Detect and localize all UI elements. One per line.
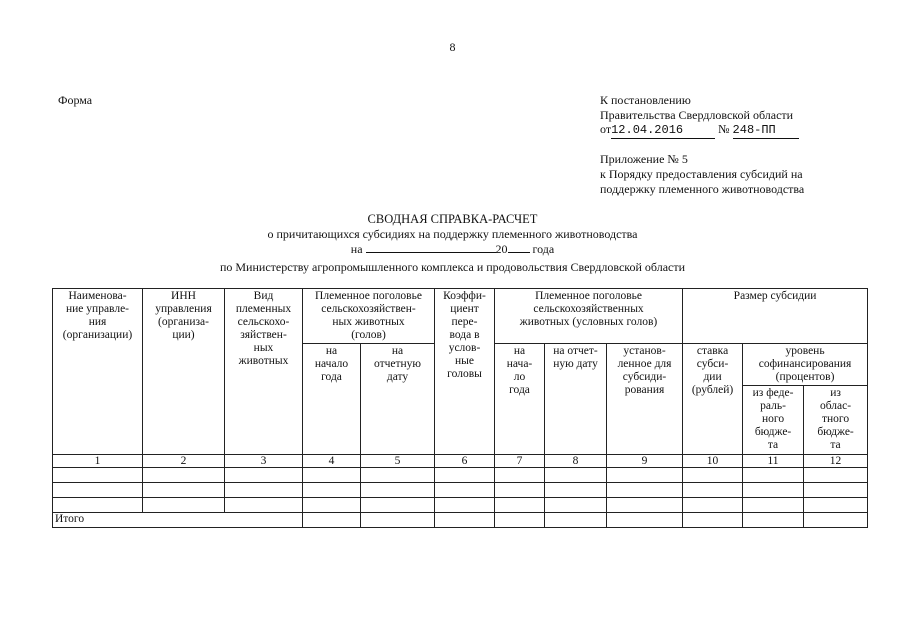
- header-subsidy: Размер субсидии: [683, 289, 868, 344]
- table-cell[interactable]: [743, 513, 804, 528]
- column-number: 2: [143, 455, 225, 468]
- appendix-block: [600, 152, 804, 197]
- table-cell[interactable]: [743, 483, 804, 498]
- resolution-line1: К постановлению: [600, 93, 691, 107]
- table-cell[interactable]: [143, 498, 225, 513]
- header-inn: ИНН управления (организа- ции): [143, 289, 225, 455]
- table-cell[interactable]: [804, 468, 868, 483]
- table-cell[interactable]: [545, 498, 607, 513]
- table-cell[interactable]: [683, 513, 743, 528]
- total-label: Итого: [53, 513, 303, 528]
- column-number: 11: [743, 455, 804, 468]
- resolution-block: [600, 93, 799, 139]
- table-cell[interactable]: [435, 513, 495, 528]
- column-number: 6: [435, 455, 495, 468]
- header-species: Вид племенных сельскохо- зяйствен- ных животных: [225, 289, 303, 455]
- table-cell[interactable]: [435, 468, 495, 483]
- appendix-line1: Приложение № 5: [600, 152, 688, 166]
- table-cell[interactable]: [143, 483, 225, 498]
- header-cofinancing: уровень софинансирования (процентов): [743, 344, 868, 386]
- document-subtitle: о причитающихся субсидиях на поддержку племенного животноводства: [267, 227, 638, 241]
- table-cell[interactable]: [495, 483, 545, 498]
- form-label: Форма: [58, 93, 93, 107]
- total-row: [53, 513, 868, 528]
- table-cell[interactable]: [607, 498, 683, 513]
- table-row: [53, 498, 868, 513]
- table-row: [53, 483, 868, 498]
- header-livestock-heads: Племенное поголовье сельскохозяйствен- ных животных (голов): [303, 289, 435, 344]
- table-cell[interactable]: [804, 483, 868, 498]
- table-cell[interactable]: [683, 498, 743, 513]
- table-cell[interactable]: [361, 468, 435, 483]
- table-row: [53, 468, 868, 483]
- table-cell[interactable]: [545, 483, 607, 498]
- table-cell[interactable]: [303, 468, 361, 483]
- column-number: 12: [804, 455, 868, 468]
- table-cell[interactable]: [435, 483, 495, 498]
- header-livestock-date: на отчетную дату: [361, 344, 435, 455]
- table-cell[interactable]: [804, 513, 868, 528]
- table-cell[interactable]: [683, 468, 743, 483]
- table-cell[interactable]: [361, 483, 435, 498]
- table-cell[interactable]: [53, 468, 143, 483]
- appendix-line2: к Порядку предоставления субсидий на: [600, 167, 803, 181]
- table-cell[interactable]: [361, 498, 435, 513]
- header-cond-set: установ- ленное для субсиди- рования: [607, 344, 683, 455]
- header-rate: ставка субси- дии (рублей): [683, 344, 743, 455]
- document-heading: СВОДНАЯ СПРАВКА-РАСЧЕТ: [367, 212, 538, 226]
- table-cell[interactable]: [495, 468, 545, 483]
- date-suffix: года: [532, 242, 555, 256]
- date-mid: 20: [495, 242, 508, 256]
- date-prefix: на: [350, 242, 363, 256]
- header-cond-start: на нача- ло года: [495, 344, 545, 455]
- table-cell[interactable]: [53, 483, 143, 498]
- column-number-row: [53, 455, 868, 468]
- resolution-number-label: №: [718, 122, 730, 136]
- table-cell[interactable]: [804, 498, 868, 513]
- table-cell[interactable]: [607, 513, 683, 528]
- table-cell[interactable]: [495, 513, 545, 528]
- header-federal: из феде- раль- ного бюдже- та: [743, 386, 804, 455]
- header-cond-date: на отчет- ную дату: [545, 344, 607, 455]
- header-conditional-heads: Племенное поголовье сельскохозяйственных животных (условных голов): [495, 289, 683, 344]
- resolution-date: 12.04.2016: [611, 123, 715, 139]
- table-cell[interactable]: [361, 513, 435, 528]
- date-blank: [366, 242, 496, 253]
- appendix-line3: поддержку племенного животноводства: [600, 182, 805, 196]
- column-number: 9: [607, 455, 683, 468]
- resolution-number: 248-ПП: [733, 123, 799, 139]
- table-cell[interactable]: [435, 498, 495, 513]
- document-date-line: [0, 242, 905, 257]
- table-cell[interactable]: [225, 468, 303, 483]
- page-number: 8: [449, 40, 456, 54]
- column-number: 5: [361, 455, 435, 468]
- table-cell[interactable]: [743, 498, 804, 513]
- column-number: 7: [495, 455, 545, 468]
- subsidy-table: [52, 288, 868, 528]
- table-cell[interactable]: [743, 468, 804, 483]
- table-cell[interactable]: [495, 498, 545, 513]
- table-cell[interactable]: [143, 468, 225, 483]
- column-number: 1: [53, 455, 143, 468]
- column-number: 4: [303, 455, 361, 468]
- table-cell[interactable]: [607, 468, 683, 483]
- table-cell[interactable]: [303, 498, 361, 513]
- header-livestock-start: на начало года: [303, 344, 361, 455]
- resolution-line3: [600, 122, 799, 139]
- table-cell[interactable]: [545, 468, 607, 483]
- table-cell[interactable]: [225, 498, 303, 513]
- column-number: 10: [683, 455, 743, 468]
- table-cell[interactable]: [225, 483, 303, 498]
- header-regional: из облас- тного бюдже- та: [804, 386, 868, 455]
- table-cell[interactable]: [545, 513, 607, 528]
- table-cell[interactable]: [303, 483, 361, 498]
- header-row-1: [53, 289, 868, 344]
- resolution-from-label: от: [600, 122, 612, 136]
- column-number: 8: [545, 455, 607, 468]
- resolution-line2: Правительства Свердловской области: [600, 107, 794, 122]
- header-coefficient: Коэффи- циент пере- вода в услов- ные головы: [435, 289, 495, 455]
- column-number: 3: [225, 455, 303, 468]
- table-cell[interactable]: [607, 483, 683, 498]
- ministry-line: по Министерству агропромышленного комплекса и продовольствия Свердловской области: [219, 260, 686, 274]
- header-org: Наименова- ние управле- ния (организации): [53, 289, 143, 455]
- table-cell[interactable]: [683, 483, 743, 498]
- year-blank: [508, 242, 530, 253]
- table-cell[interactable]: [53, 498, 143, 513]
- table-cell[interactable]: [303, 513, 361, 528]
